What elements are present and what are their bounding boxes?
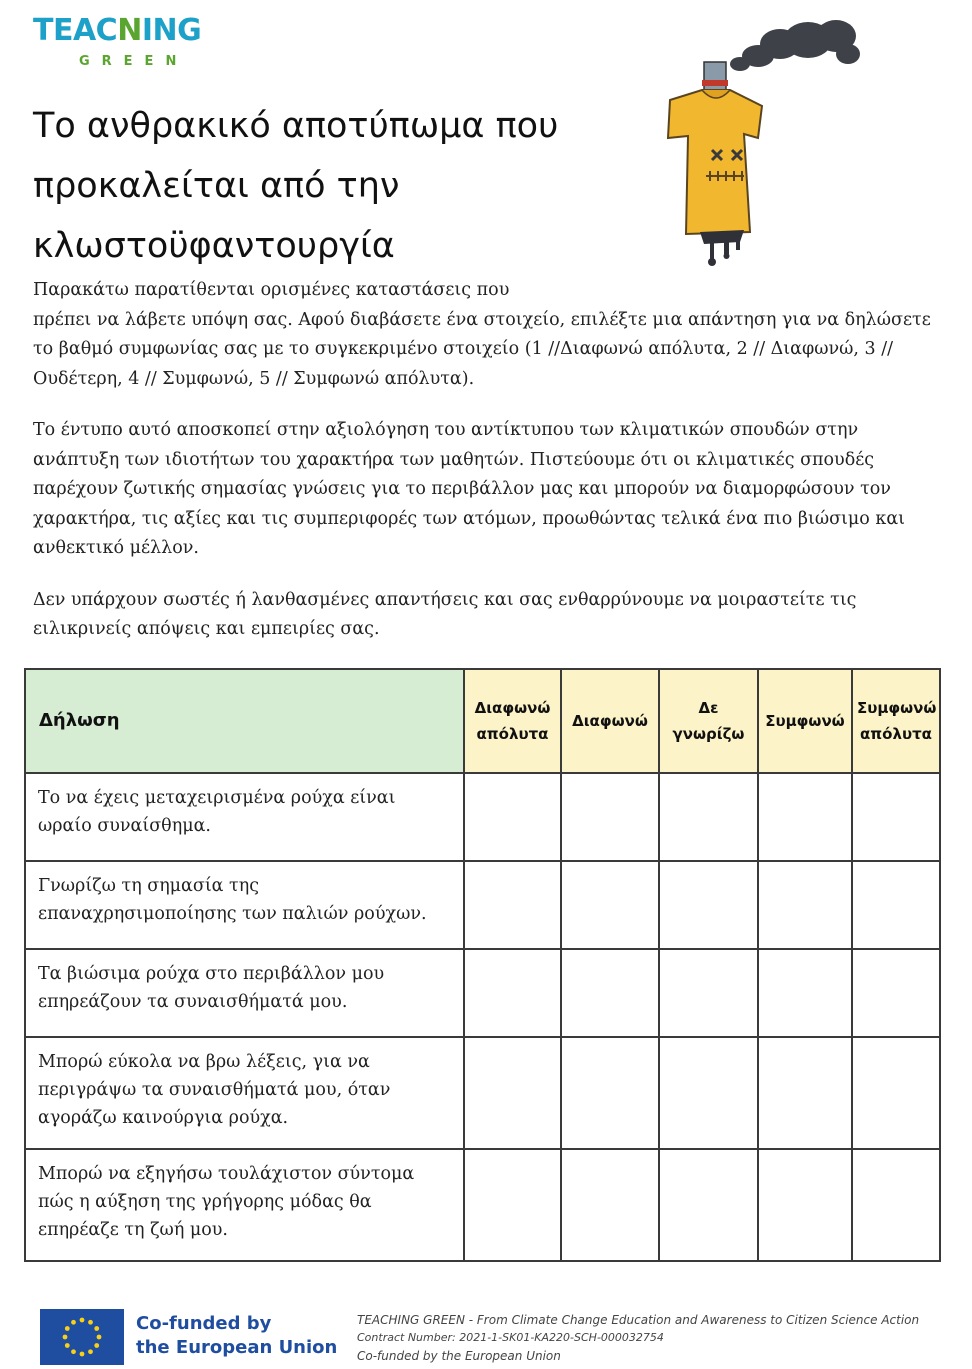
answer-cell-disagree[interactable] xyxy=(561,949,659,1037)
page-title: Το ανθρακικό αποτύπωμα που προκαλείται από την κλωστοϋφαντουργία xyxy=(33,106,559,266)
cofunded-line: Co-funded by the European Union xyxy=(357,1349,561,1363)
answer-cell-disagree[interactable] xyxy=(561,1149,659,1261)
table-row xyxy=(25,949,940,1037)
eu-cofunded-label xyxy=(136,1312,337,1360)
table-row xyxy=(25,1037,940,1149)
intro-paragraph-3: Δεν υπάρχουν σωστές ή λανθασμένες απαντήσεις και σας ενθαρρύνουμε να μοιραστείτε τις ειλικρινείς απόψεις και εμπειρίες σας. xyxy=(33,589,857,639)
logo-subtitle: GREEN xyxy=(79,54,189,69)
answer-cell-agree[interactable] xyxy=(758,949,852,1037)
answer-cell-dont-know[interactable] xyxy=(659,1149,758,1261)
eu-star-icon xyxy=(94,1326,99,1331)
eu-star-icon xyxy=(94,1343,99,1348)
eu-star-icon xyxy=(80,1318,85,1323)
answer-cell-disagree[interactable] xyxy=(561,861,659,949)
answer-cell-strongly-disagree[interactable] xyxy=(464,949,561,1037)
dont-know-header: Δε γνωρίζω xyxy=(659,669,758,773)
introduction xyxy=(33,276,933,667)
logo-wordmark: TEACNING xyxy=(33,13,202,48)
statement-cell: Γνωρίζω τη σημασία της επαναχρησιμοποίησης των παλιών ρούχων. xyxy=(25,861,464,949)
eu-star-icon xyxy=(65,1343,70,1348)
strongly-agree-header: Συμφωνώ απόλυτα xyxy=(852,669,940,773)
answer-cell-disagree[interactable] xyxy=(561,1037,659,1149)
intro-rest: πρέπει να λάβετε υπόψη σας. Αφού διαβάσετε ένα στοιχείο, επιλέξτε μια απάντηση για να δηλώσετε το βαθμό συμφωνίας σας με το συγκεκριμένο στοιχείο (1 //Διαφωνώ απόλυτα, 2 // Διαφωνώ, 3 // Ουδέτερη, 4 // Συμφωνώ, 5 // Συμφωνώ απόλυτα). xyxy=(33,309,931,389)
answer-cell-strongly-disagree[interactable] xyxy=(464,1149,561,1261)
answer-cell-strongly-agree[interactable] xyxy=(852,773,940,861)
answer-cell-agree[interactable] xyxy=(758,773,852,861)
survey-table xyxy=(24,668,941,1262)
teaching-green-logo xyxy=(33,14,233,72)
eu-star-icon xyxy=(88,1320,93,1325)
answer-cell-dont-know[interactable] xyxy=(659,949,758,1037)
answer-cell-agree[interactable] xyxy=(758,1037,852,1149)
project-title-line: TEACHING GREEN - From Climate Change Education and Awareness to Citizen Science Action xyxy=(357,1313,920,1327)
intro-first-line: Παρακάτω παρατίθενται ορισμένες καταστάσεις που xyxy=(33,280,510,300)
strongly-disagree-header: Διαφωνώ απόλυτα xyxy=(464,669,561,773)
eu-star-icon xyxy=(71,1320,76,1325)
answer-cell-dont-know[interactable] xyxy=(659,861,758,949)
answer-cell-dont-know[interactable] xyxy=(659,773,758,861)
eu-star-icon xyxy=(80,1352,85,1357)
statement-cell: Μπορώ εύκολα να βρω λέξεις, για να περιγράψω τα συναισθήματά μου, όταν αγοράζω καινούργια ρούχα. xyxy=(25,1037,464,1149)
answer-cell-strongly-agree[interactable] xyxy=(852,949,940,1037)
eu-flag-icon xyxy=(40,1309,124,1365)
eu-star-icon xyxy=(97,1335,102,1340)
answer-cell-dont-know[interactable] xyxy=(659,1037,758,1149)
disagree-header: Διαφωνώ xyxy=(561,669,659,773)
answer-cell-disagree[interactable] xyxy=(561,773,659,861)
eu-line-2: the European Union xyxy=(136,1337,338,1358)
eu-star-icon xyxy=(65,1326,70,1331)
eu-star-icon xyxy=(88,1349,93,1354)
project-info xyxy=(357,1311,957,1365)
answer-cell-agree[interactable] xyxy=(758,1149,852,1261)
statement-cell: Μπορώ να εξηγήσω τουλάχιστον σύντομα πώς η αύξηση της γρήγορης μόδας θα επηρέαζε τη ζωή μου. xyxy=(25,1149,464,1261)
answer-cell-agree[interactable] xyxy=(758,861,852,949)
statement-cell: Το να έχεις μεταχειρισμένα ρούχα είναι ωραίο συναίσθημα. xyxy=(25,773,464,861)
eu-star-icon xyxy=(63,1335,68,1340)
table-row xyxy=(25,861,940,949)
answer-cell-strongly-disagree[interactable] xyxy=(464,1037,561,1149)
statement-cell: Τα βιώσιμα ρούχα στο περιβάλλον μου επηρεάζουν τα συναισθήματά μου. xyxy=(25,949,464,1037)
contract-number-line: Contract Number: 2021-1-SK01-KA220-SCH-000032754 xyxy=(357,1331,664,1344)
answer-cell-strongly-agree[interactable] xyxy=(852,1149,940,1261)
eu-star-icon xyxy=(71,1349,76,1354)
answer-cell-strongly-agree[interactable] xyxy=(852,1037,940,1149)
eu-line-1: Co-funded by xyxy=(136,1313,272,1334)
table-header-row xyxy=(25,669,940,773)
table-row xyxy=(25,773,940,861)
statement-header: Δήλωση xyxy=(25,669,464,773)
answer-cell-strongly-disagree[interactable] xyxy=(464,773,561,861)
intro-paragraph-1 xyxy=(33,276,933,394)
answer-cell-strongly-agree[interactable] xyxy=(852,861,940,949)
table-row xyxy=(25,1149,940,1261)
answer-cell-strongly-disagree[interactable] xyxy=(464,861,561,949)
smoking-tshirt-illustration xyxy=(640,10,870,270)
intro-paragraph-2: Το έντυπο αυτό αποσκοπεί στην αξιολόγηση του αντίκτυπου των κλιματικών σπουδών στην ανάπτυξη των ιδιοτήτων του χαρακτήρα των μαθητών. Πιστεύουμε ότι οι κλιματικές σπουδές παρέχουν ζωτικής σημασίας γνώσεις για το περιβάλλον μας και μπορούν να διαμορφώσουν τον χαρακτήρα, τις αξίες και τις συμπεριφορές των ατόμων, προωθώντας τελικά ένα πιο βιώσιμο και ανθεκτικό μέλλον. xyxy=(33,420,905,558)
agree-header: Συμφωνώ xyxy=(758,669,852,773)
